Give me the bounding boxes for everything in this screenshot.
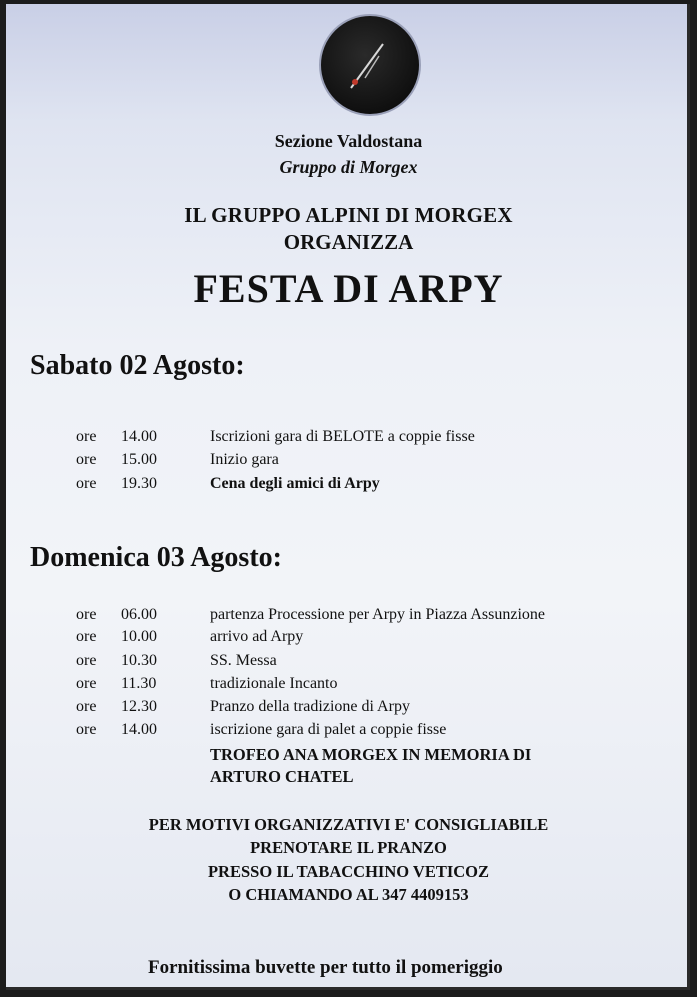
notice-line-3: PRESSO IL TABACCHINO VETICOZ xyxy=(207,862,490,881)
time-value: 11.30 xyxy=(121,675,157,692)
activity-text: tradizionale Incanto xyxy=(210,675,338,692)
schedule-row xyxy=(0,475,697,497)
schedule-row xyxy=(0,428,697,450)
section-name: Sezione Valdostana xyxy=(274,131,423,151)
time-value: 12.30 xyxy=(121,698,157,715)
footer-note: Fornitissima buvette per tutto il pomeriggio xyxy=(148,957,503,978)
activity-text: partenza Processione per Arpy in Piazza Assunzione xyxy=(210,606,546,623)
schedule-row xyxy=(0,675,697,697)
trophy-line-1: TROFEO ANA MORGEX IN MEMORIA DI xyxy=(210,745,532,764)
schedule-row xyxy=(0,606,697,628)
logo-emblem-icon xyxy=(321,16,419,114)
activity-text: Cena degli amici di Arpy xyxy=(210,475,380,492)
alpini-logo xyxy=(319,14,421,116)
notice-line-1: PER MOTIVI ORGANIZZATIVI E' CONSIGLIABILE xyxy=(148,815,549,834)
time-value: 14.00 xyxy=(121,428,157,445)
organizer-line-1: IL GRUPPO ALPINI DI MORGEX xyxy=(184,203,513,227)
time-prefix: ore xyxy=(76,475,97,492)
time-prefix: ore xyxy=(76,652,97,669)
time-prefix: ore xyxy=(76,721,97,738)
schedule-row xyxy=(0,721,697,743)
time-value: 14.00 xyxy=(121,721,157,738)
activity-text: SS. Messa xyxy=(210,652,277,669)
time-prefix: ore xyxy=(76,451,97,468)
time-value: 10.00 xyxy=(121,628,157,645)
time-value: 10.30 xyxy=(121,652,157,669)
schedule-row xyxy=(0,652,697,674)
schedule-row xyxy=(0,628,697,650)
time-prefix: ore xyxy=(76,606,97,623)
activity-text: iscrizione gara di palet a coppie fisse xyxy=(210,721,447,738)
organizer-line-2: ORGANIZZA xyxy=(283,230,414,254)
trophy-line-2: ARTURO CHATEL xyxy=(210,767,354,786)
notice-line-4: O CHIAMANDO AL 347 4409153 xyxy=(228,885,469,904)
schedule-row xyxy=(0,698,697,720)
group-name: Gruppo di Morgex xyxy=(279,157,418,177)
saturday-heading: Sabato 02 Agosto: xyxy=(30,350,245,381)
activity-text: Iscrizioni gara di BELOTE a coppie fisse xyxy=(210,428,475,445)
event-title: FESTA DI ARPY xyxy=(193,266,504,311)
activity-text: Pranzo della tradizione di Arpy xyxy=(210,698,410,715)
time-prefix: ore xyxy=(76,428,97,445)
time-value: 06.00 xyxy=(121,606,157,623)
time-prefix: ore xyxy=(76,675,97,692)
time-prefix: ore xyxy=(76,698,97,715)
activity-text: arrivo ad Arpy xyxy=(210,628,304,645)
time-prefix: ore xyxy=(76,628,97,645)
sunday-heading: Domenica 03 Agosto: xyxy=(30,542,282,573)
activity-text: Inizio gara xyxy=(210,451,279,468)
notice-line-2: PRENOTARE IL PRANZO xyxy=(250,838,447,857)
time-value: 15.00 xyxy=(121,451,157,468)
time-value: 19.30 xyxy=(121,475,157,492)
schedule-row xyxy=(0,451,697,473)
